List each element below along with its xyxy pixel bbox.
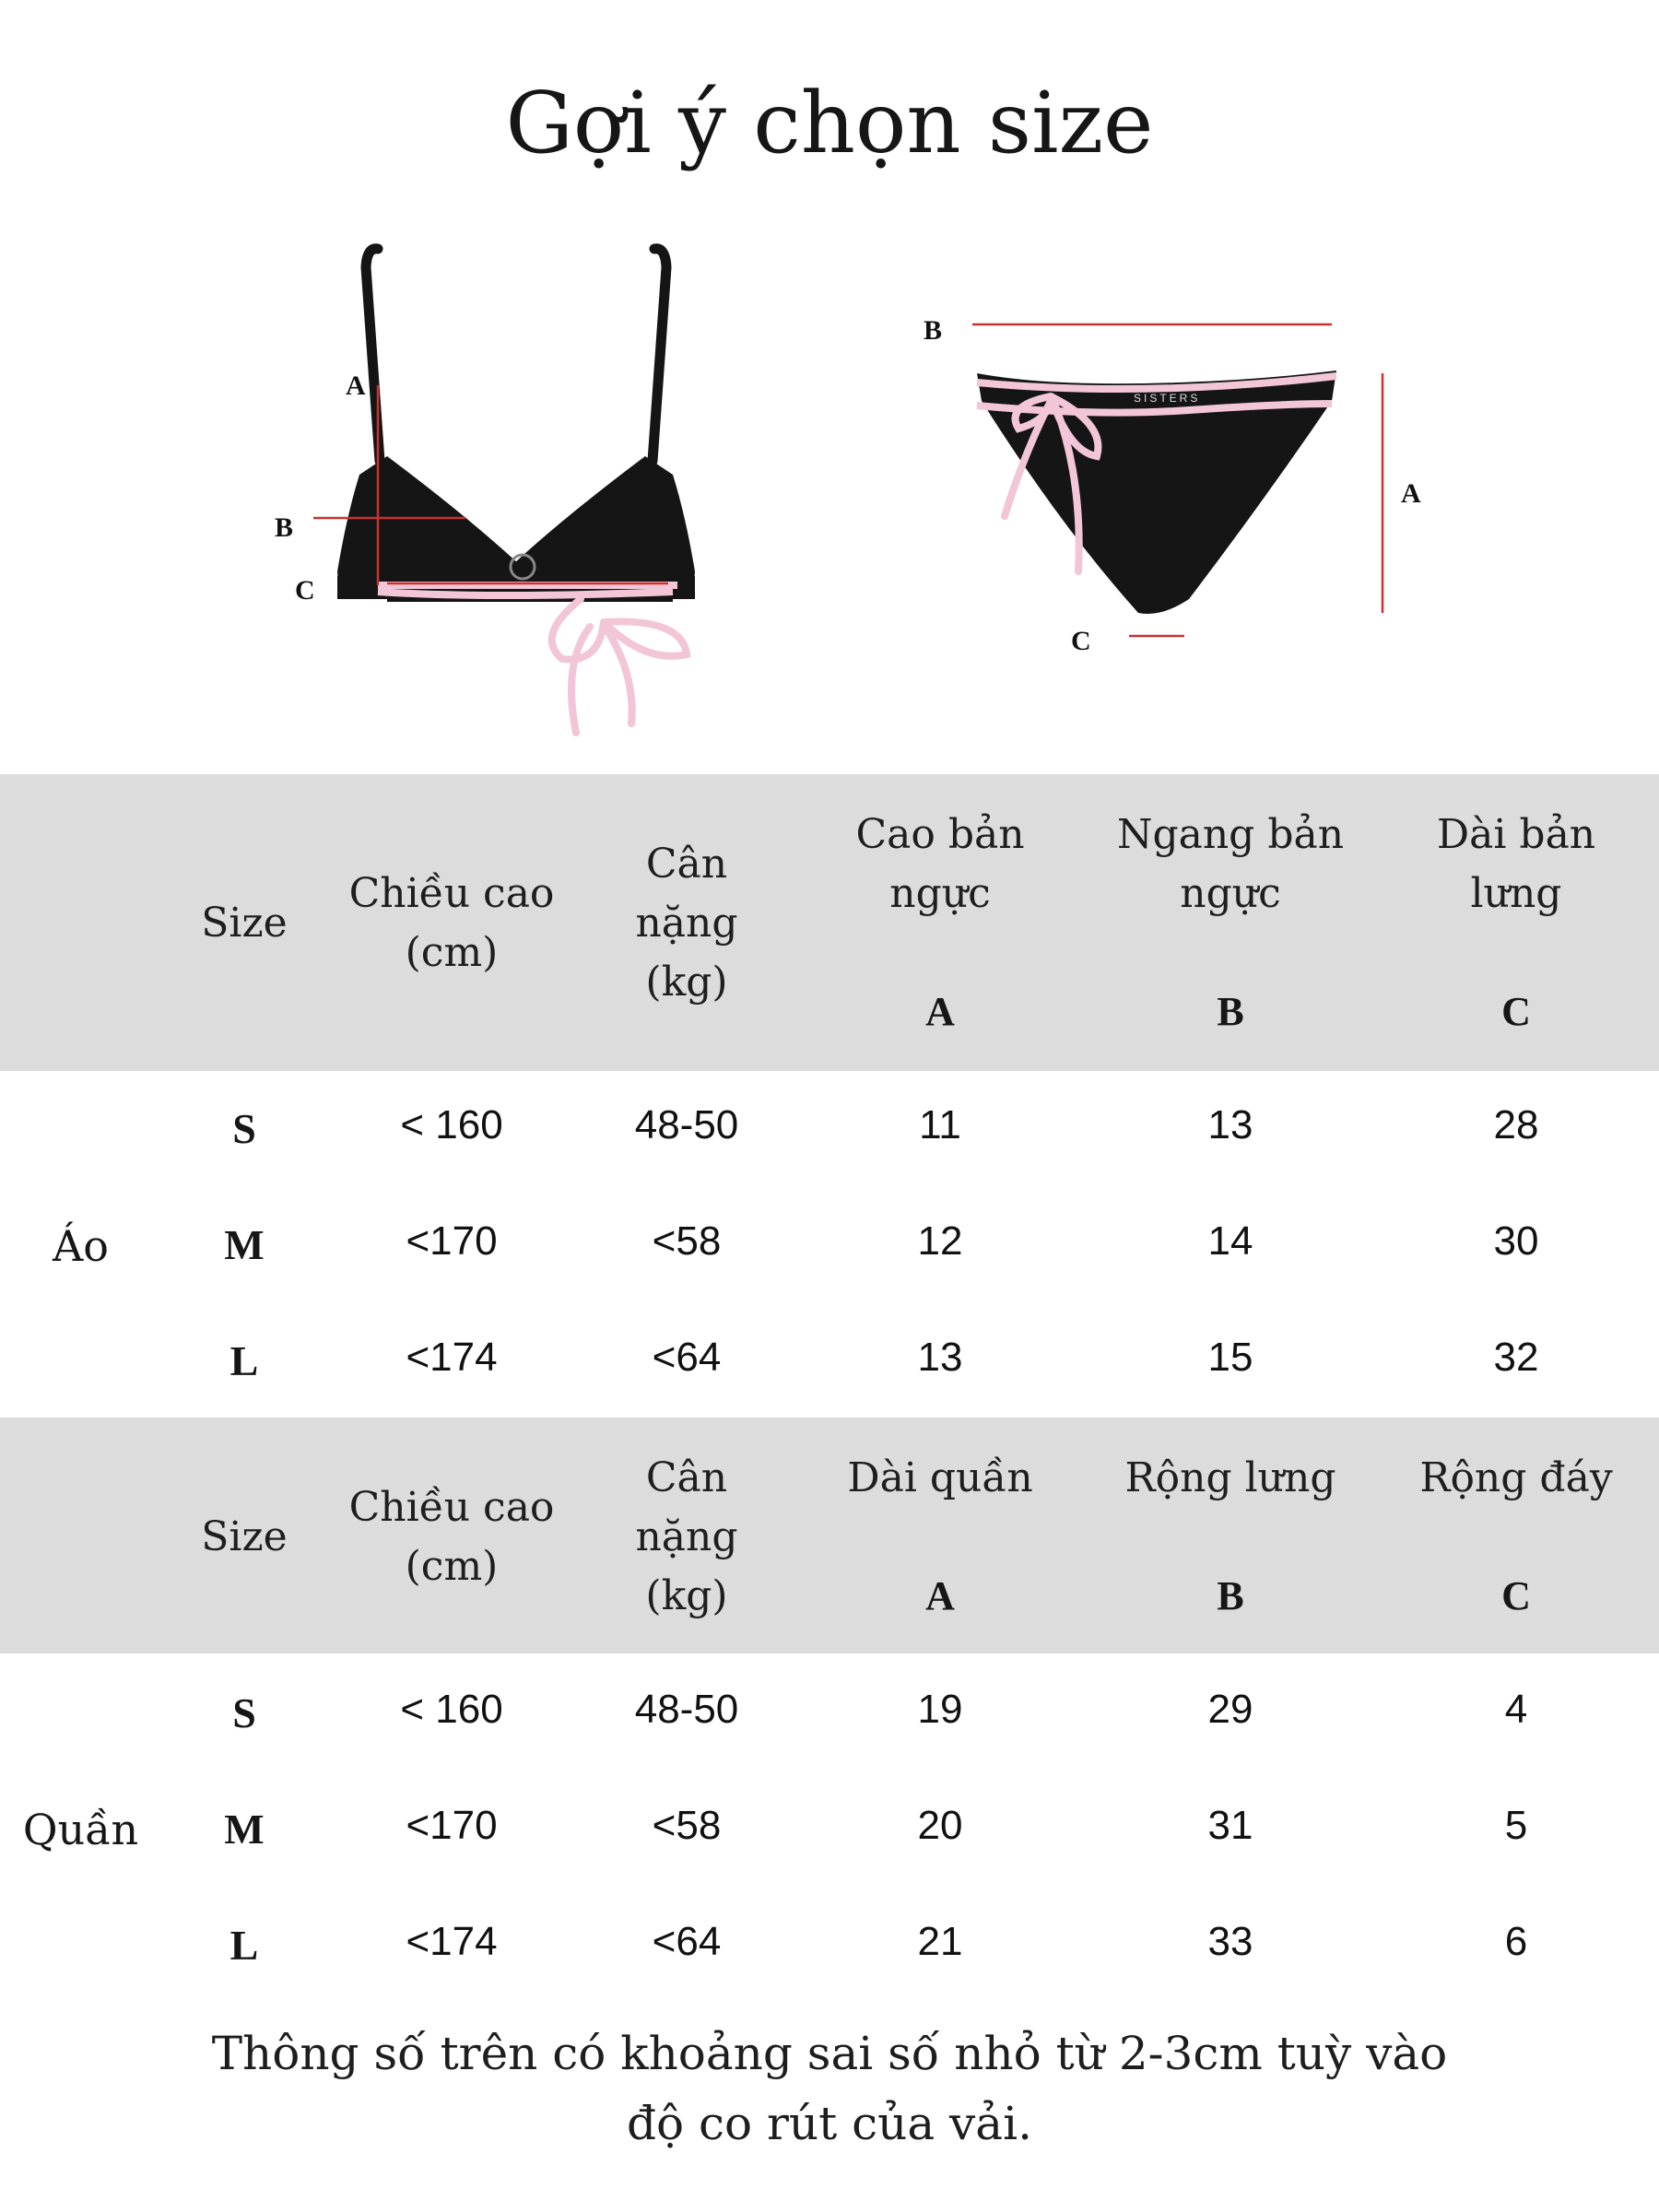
quan-col-height: [332, 1478, 571, 1596]
weight-cell: <64: [652, 1335, 722, 1380]
ao-col-b-line2: ngực: [1180, 870, 1281, 917]
ao-col-height-line1: Chiều cao: [348, 870, 555, 917]
a-cell: 20: [917, 1803, 963, 1848]
c-cell: 32: [1493, 1335, 1539, 1380]
b-cell: 15: [1207, 1335, 1253, 1380]
quan-col-weight-line1: Cân: [645, 1454, 728, 1501]
bikini-top-diagram: [258, 230, 774, 747]
ao-col-c-line2: lưng: [1470, 870, 1562, 917]
c-cell: 6: [1504, 1919, 1528, 1964]
weight-cell: 48-50: [634, 1687, 739, 1732]
a-cell: 12: [917, 1218, 963, 1264]
ao-col-a: [802, 806, 1078, 924]
size-cell: L: [229, 1337, 259, 1384]
height-cell: <170: [406, 1218, 498, 1264]
quan-letter-b: B: [1217, 1573, 1244, 1618]
b-cell: 31: [1207, 1803, 1253, 1848]
brand-mark: SISTERS: [1134, 392, 1201, 405]
size-cell: M: [224, 1806, 265, 1853]
b-cell: 33: [1207, 1919, 1253, 1964]
ao-col-weight-line1: Cân: [645, 841, 728, 888]
weight-cell: <58: [652, 1218, 722, 1264]
size-cell: S: [232, 1105, 256, 1152]
ao-col-height-line2: (cm): [405, 929, 499, 976]
c-cell: 30: [1493, 1218, 1539, 1264]
b-cell: 14: [1207, 1218, 1253, 1264]
height-cell: <174: [406, 1335, 498, 1380]
ao-col-weight-line3: (kg): [645, 959, 728, 1006]
a-cell: 19: [917, 1687, 963, 1732]
ao-col-c: [1378, 806, 1654, 924]
quan-col-a: Dài quần: [847, 1454, 1033, 1501]
size-cell: M: [224, 1221, 265, 1268]
quan-col-weight: [590, 1449, 783, 1626]
quan-col-height-line2: (cm): [405, 1543, 499, 1590]
height-cell: < 160: [400, 1102, 503, 1147]
ao-col-b: [1092, 806, 1369, 924]
ao-col-a-line2: ngực: [889, 870, 991, 917]
ao-letter-a: A: [925, 989, 955, 1034]
label-a: A: [1401, 478, 1421, 509]
label-b: B: [924, 315, 943, 346]
ao-col-a-line1: Cao bản: [855, 811, 1025, 858]
tolerance-note-line1: Thông số trên có khoảng sai số nhỏ từ 2-3cm tuỳ vào: [211, 2027, 1448, 2080]
tolerance-note: [138, 2018, 1521, 2159]
tolerance-note-line2: độ co rút của vải.: [627, 2097, 1032, 2150]
page-title: Gợi ý chọn size: [505, 74, 1154, 172]
quan-group-label: Quần: [22, 1805, 139, 1854]
label-a: A: [346, 371, 366, 401]
ao-col-c-line1: Dài bản: [1436, 811, 1596, 858]
a-cell: 11: [919, 1102, 961, 1147]
quan-col-b: Rộng lưng: [1124, 1454, 1336, 1501]
height-cell: <170: [406, 1803, 498, 1848]
bikini-bottom-diagram: [912, 295, 1465, 682]
size-cell: L: [229, 1922, 259, 1969]
b-cell: 13: [1207, 1102, 1253, 1147]
height-cell: <174: [406, 1919, 498, 1964]
quan-col-weight-line2: nặng: [635, 1513, 738, 1560]
height-cell: < 160: [400, 1687, 503, 1732]
ao-col-weight: [590, 835, 783, 1012]
ao-col-weight-line2: nặng: [635, 900, 738, 947]
quan-col-size: Size: [201, 1513, 288, 1560]
quan-col-c: Rộng đáy: [1419, 1454, 1613, 1501]
size-cell: S: [232, 1689, 256, 1736]
quan-col-weight-line3: (kg): [645, 1572, 728, 1619]
quan-col-height-line1: Chiều cao: [348, 1484, 555, 1531]
a-cell: 21: [917, 1919, 963, 1964]
weight-cell: 48-50: [634, 1102, 739, 1147]
ao-group-label: Áo: [53, 1221, 109, 1271]
a-cell: 13: [917, 1335, 963, 1380]
c-cell: 5: [1504, 1803, 1528, 1848]
label-c: C: [1071, 626, 1091, 656]
ao-letter-c: C: [1501, 989, 1531, 1034]
quan-letter-a: A: [925, 1573, 955, 1618]
weight-cell: <58: [652, 1803, 722, 1848]
c-cell: 4: [1504, 1687, 1528, 1732]
c-cell: 28: [1493, 1102, 1539, 1147]
b-cell: 29: [1207, 1687, 1253, 1732]
label-c: C: [295, 575, 315, 606]
ao-col-b-line1: Ngang bản: [1116, 811, 1345, 858]
ao-letter-b: B: [1217, 989, 1244, 1034]
weight-cell: <64: [652, 1919, 722, 1964]
ao-col-size: Size: [201, 900, 288, 947]
ao-col-height: [332, 865, 571, 982]
label-b: B: [275, 512, 294, 543]
quan-letter-c: C: [1501, 1573, 1531, 1618]
